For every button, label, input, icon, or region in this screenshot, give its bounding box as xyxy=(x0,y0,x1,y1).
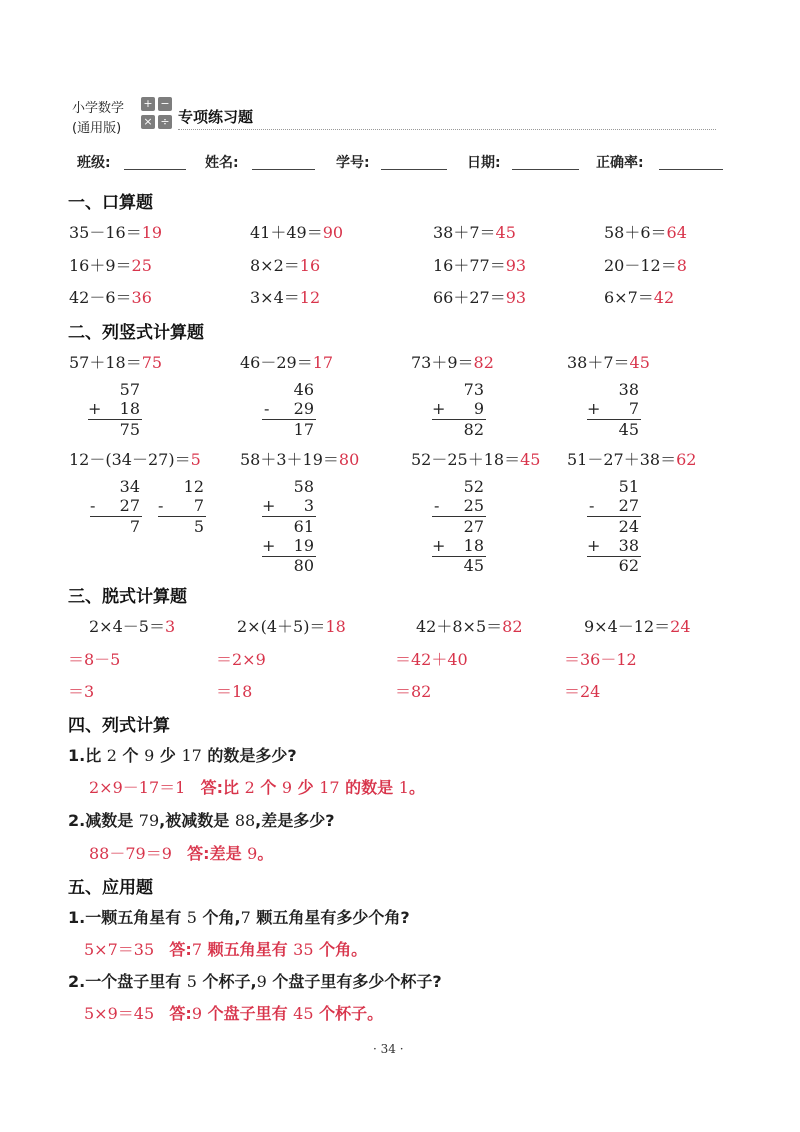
section-stepwise-title: 三、脱式计算题 xyxy=(68,587,187,607)
formula-answer-1: 2×9－17＝1 答:比 2 个 9 少 17 的数是 1。 xyxy=(89,778,425,797)
stepwise-equation: 9×4－12＝24 xyxy=(584,617,691,636)
vertical-equation: 52－25＋18＝45 xyxy=(411,450,541,469)
stepwise-step: ＝8－5 xyxy=(68,650,121,669)
vertical-calc-5b: 12 - 7 5 xyxy=(158,477,204,536)
stepwise-equation: 2×(4＋5)＝18 xyxy=(237,617,346,636)
stepwise-equation: 42＋8×5＝82 xyxy=(416,617,523,636)
header-line2: (通用版) xyxy=(72,121,122,136)
vertical-equation: 73＋9＝82 xyxy=(411,353,494,372)
stepwise-step: ＝18 xyxy=(216,682,253,701)
oral-item: 58＋6＝64 xyxy=(604,223,687,242)
oral-item: 35－16＝19 xyxy=(69,223,163,242)
oral-item: 16＋77＝93 xyxy=(433,256,527,275)
name-blank[interactable] xyxy=(252,169,315,170)
worksheet-title: 专项练习题 xyxy=(178,108,254,126)
divide-icon: ÷ xyxy=(158,115,172,129)
vertical-equation: 46－29＝17 xyxy=(240,353,334,372)
stepwise-step: ＝36－12 xyxy=(564,650,637,669)
vertical-equation: 12－(34－27)＝5 xyxy=(69,450,201,469)
student-id-blank[interactable] xyxy=(381,169,447,170)
stepwise-step: ＝42＋40 xyxy=(395,650,468,669)
date-blank[interactable] xyxy=(512,169,579,170)
vertical-calc-4: 38 + 7 45 xyxy=(587,380,639,439)
formula-answer-2: 88－79＝9 答:差是 9。 xyxy=(89,844,274,863)
vertical-equation: 38＋7＝45 xyxy=(567,353,650,372)
vertical-calc-2: 46 - 29 17 xyxy=(264,380,314,439)
oral-item: 66＋27＝93 xyxy=(433,288,527,307)
vertical-calc-3: 73 + 9 82 xyxy=(432,380,484,439)
oral-item: 20－12＝8 xyxy=(604,256,687,275)
stepwise-step: ＝24 xyxy=(564,682,601,701)
section-applied-title: 五、应用题 xyxy=(68,878,153,898)
minus-icon: − xyxy=(158,97,172,111)
oral-item: 42－6＝36 xyxy=(69,288,152,307)
section-vertical-title: 二、列竖式计算题 xyxy=(68,323,204,343)
section-oral-title: 一、口算题 xyxy=(68,193,153,213)
stepwise-step: ＝3 xyxy=(68,682,95,701)
oral-item: 6×7＝42 xyxy=(604,288,675,307)
section-formula-title: 四、列式计算 xyxy=(68,716,170,736)
student-id-label: 学号: xyxy=(336,155,370,171)
vertical-calc-7: 52 - 25 27 + 18 45 xyxy=(432,477,484,575)
plus-icon: + xyxy=(141,97,155,111)
stepwise-equation: 2×4－5＝3 xyxy=(89,617,176,636)
oral-item: 3×4＝12 xyxy=(250,288,321,307)
oral-item: 41＋49＝90 xyxy=(250,223,344,242)
oral-item: 16＋9＝25 xyxy=(69,256,152,275)
oral-item: 38＋7＝45 xyxy=(433,223,516,242)
class-blank[interactable] xyxy=(124,169,186,170)
date-label: 日期: xyxy=(467,155,501,171)
accuracy-label: 正确率: xyxy=(596,155,644,171)
page-number: · 34 · xyxy=(373,1042,404,1056)
formula-question-2: 2.减数是 79,被减数是 88,差是多少? xyxy=(68,811,335,830)
formula-question-1: 1.比 2 个 9 少 17 的数是多少? xyxy=(68,746,297,765)
vertical-equation: 57＋18＝75 xyxy=(69,353,163,372)
vertical-equation: 58＋3＋19＝80 xyxy=(240,450,360,469)
accuracy-blank[interactable] xyxy=(659,169,723,170)
class-label: 班级: xyxy=(77,155,111,171)
vertical-calc-8: 51 - 27 24 + 38 62 xyxy=(587,477,639,575)
applied-answer-1: 5×7＝35 答:7 颗五角星有 35 个角。 xyxy=(84,940,368,959)
oral-item: 8×2＝16 xyxy=(250,256,321,275)
name-label: 姓名: xyxy=(205,155,239,171)
header-line1: 小学数学 xyxy=(72,101,125,116)
stepwise-step: ＝2×9 xyxy=(216,650,266,669)
applied-question-1: 1.一颗五角星有 5 个角,7 颗五角星有多少个角? xyxy=(68,908,410,927)
times-icon: × xyxy=(141,115,155,129)
vertical-equation: 51－27＋38＝62 xyxy=(567,450,697,469)
applied-question-2: 2.一个盘子里有 5 个杯子,9 个盘子里有多少个杯子? xyxy=(68,972,442,991)
header-divider xyxy=(178,129,716,130)
applied-answer-2: 5×9＝45 答:9 个盘子里有 45 个杯子。 xyxy=(84,1004,384,1023)
vertical-calc-5a: 34 - 27 7 xyxy=(90,477,140,536)
operator-icon-grid xyxy=(141,97,173,131)
vertical-calc-6: 58 + 3 61 + 19 80 xyxy=(262,477,314,575)
vertical-calc-1: 57 + 18 75 xyxy=(88,380,140,439)
stepwise-step: ＝82 xyxy=(395,682,432,701)
